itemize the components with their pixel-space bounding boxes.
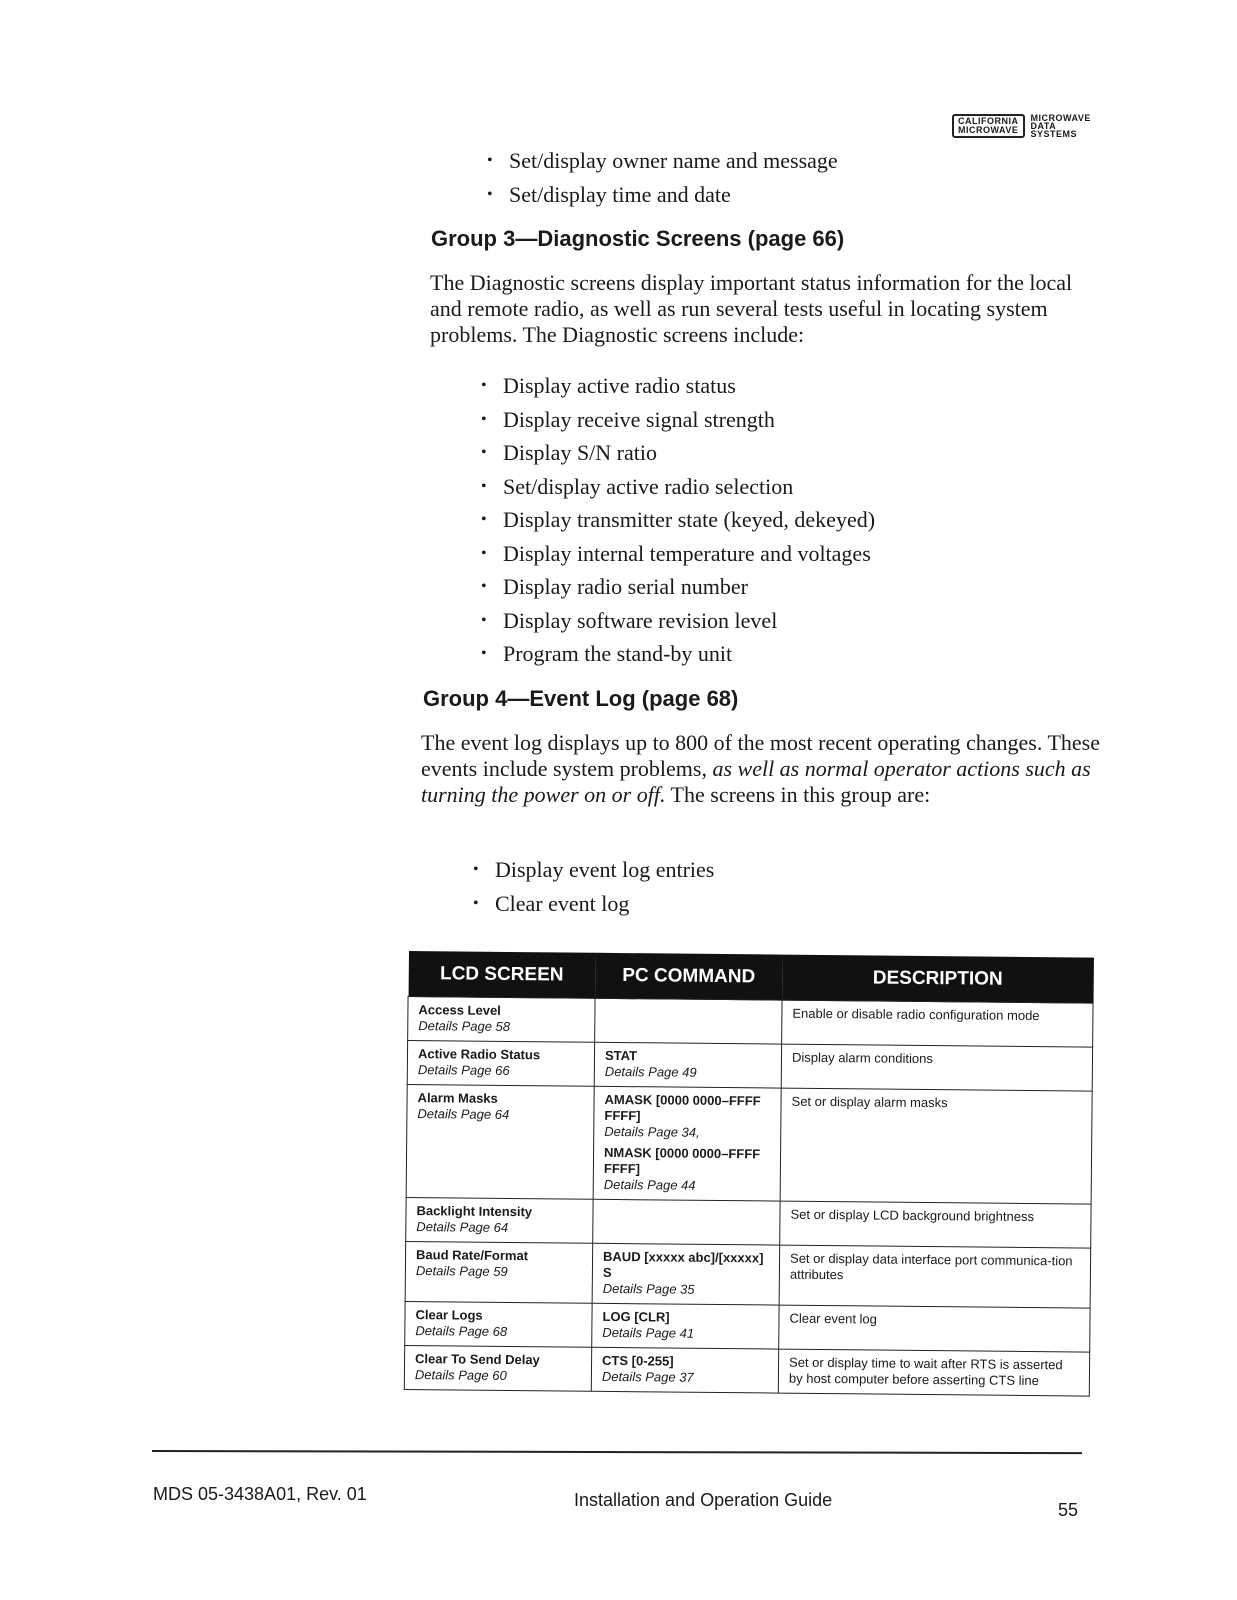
logo-text-line-2: DATA bbox=[1030, 121, 1057, 131]
list-item: • Display receive signal strength bbox=[481, 405, 875, 439]
pc-command-cell bbox=[591, 1347, 778, 1393]
pc-command-cell bbox=[593, 1199, 780, 1245]
lcd-screen-cell bbox=[408, 997, 595, 1043]
table-row bbox=[406, 1084, 1092, 1204]
description-text: Set or display alarm masks bbox=[791, 1093, 948, 1111]
table-header-row bbox=[408, 951, 1093, 1003]
footer-rule bbox=[152, 1450, 1082, 1454]
description-cell bbox=[778, 1349, 1089, 1396]
list-item: • Display S/N ratio bbox=[481, 438, 875, 472]
command-text: AMASK [0000 0000–FFFF FFFF] bbox=[604, 1091, 761, 1124]
description-text: Set or display LCD background brightness bbox=[790, 1206, 1035, 1225]
command-details: Details Page 35 bbox=[602, 1280, 695, 1297]
group4-paragraph bbox=[421, 730, 1101, 808]
list-item: • Clear event log bbox=[473, 889, 714, 923]
list-item: • Display active radio status bbox=[481, 371, 875, 405]
list-item: • Display internal temperature and voltages bbox=[481, 539, 875, 573]
logo-wordmark bbox=[1031, 114, 1091, 138]
column-header-lcd-screen: LCD SCREEN bbox=[408, 951, 595, 998]
command-text: CTS [0-255] bbox=[602, 1352, 674, 1369]
group4-paragraph-text-1: The event log displays up to 800 of the most recent operating changes. These events include system problems, bbox=[421, 730, 1100, 781]
description-cell bbox=[781, 1044, 1092, 1091]
list-item: • Program the stand-by unit bbox=[481, 639, 875, 673]
column-header-pc-command: PC COMMAND bbox=[595, 953, 782, 1000]
description-text: Enable or disable radio configuration mode bbox=[792, 1005, 1040, 1024]
command-table-grid bbox=[404, 951, 1094, 1397]
screen-details: Details Page 66 bbox=[417, 1062, 510, 1078]
column-header-description: DESCRIPTION bbox=[782, 955, 1093, 1003]
screen-name: Alarm Masks bbox=[417, 1090, 498, 1106]
logo-text-line-3: SYSTEMS bbox=[1030, 129, 1078, 139]
logo-box-line-1: CALIFORNIA bbox=[958, 116, 1019, 126]
description-cell bbox=[782, 1000, 1093, 1047]
command-table bbox=[404, 951, 1094, 1397]
top-bullet-list bbox=[487, 146, 838, 213]
screen-name: Backlight Intensity bbox=[416, 1203, 533, 1220]
logo-box-line-2: MICROWAVE bbox=[958, 125, 1019, 135]
table-row bbox=[407, 1041, 1092, 1092]
pc-command-cell bbox=[593, 1086, 781, 1201]
screen-details: Details Page 59 bbox=[415, 1263, 508, 1279]
command-text: STAT bbox=[604, 1047, 638, 1064]
lcd-screen-cell bbox=[406, 1197, 593, 1243]
command-details: Details Page 44 bbox=[603, 1176, 696, 1193]
group4-heading: Group 4—Event Log (page 68) bbox=[423, 686, 739, 711]
group3-bullet-list bbox=[481, 371, 875, 673]
screen-name: Baud Rate/Format bbox=[416, 1247, 529, 1264]
command-details: Details Page 49 bbox=[604, 1063, 697, 1080]
group4-paragraph-italic: as well as normal operator actions such as turning the power on or off. bbox=[421, 756, 1091, 807]
lcd-screen-cell bbox=[406, 1084, 594, 1199]
group3-heading: Group 3—Diagnostic Screens (page 66) bbox=[431, 226, 845, 251]
lcd-screen-cell bbox=[407, 1041, 594, 1087]
screen-name: Active Radio Status bbox=[417, 1046, 541, 1063]
command-text: NMASK [0000 0000–FFFF FFFF] bbox=[603, 1144, 761, 1177]
list-item: • Display radio serial number bbox=[481, 572, 875, 606]
lcd-screen-cell bbox=[405, 1301, 592, 1347]
pc-command-cell bbox=[592, 1243, 780, 1305]
description-cell bbox=[779, 1305, 1090, 1352]
description-cell bbox=[780, 1088, 1092, 1204]
footer-doc-id: MDS 05-3438A01, Rev. 01 bbox=[153, 1484, 367, 1504]
description-text: Clear event log bbox=[789, 1310, 878, 1327]
screen-details: Details Page 60 bbox=[414, 1367, 507, 1383]
list-item: • Display event log entries bbox=[473, 855, 714, 889]
table-row bbox=[405, 1241, 1091, 1308]
group3-paragraph: The Diagnostic screens display important status information for the local and remote radio, as well as run several tests useful in locating system problems. The Diagnostic screens include: bbox=[430, 270, 1073, 347]
description-text: Set or display data interface port communica-tion attributes bbox=[789, 1250, 1073, 1283]
footer-page-number: 55 bbox=[1058, 1500, 1079, 1520]
table-row bbox=[404, 1345, 1089, 1396]
pc-command-cell bbox=[595, 998, 782, 1044]
command-details: Details Page 37 bbox=[601, 1368, 694, 1385]
list-item: • Display transmitter state (keyed, dekeyed) bbox=[481, 505, 875, 539]
group4-paragraph-text-2: The screens in this group are: bbox=[665, 782, 931, 807]
command-text: LOG [CLR] bbox=[602, 1308, 670, 1325]
logo-text-line-1: MICROWAVE bbox=[1030, 113, 1091, 123]
screen-name: Access Level bbox=[418, 1002, 501, 1018]
logo-box bbox=[952, 114, 1025, 138]
description-text: Display alarm conditions bbox=[791, 1049, 933, 1067]
description-cell bbox=[780, 1201, 1091, 1248]
screen-name: Clear To Send Delay bbox=[415, 1351, 540, 1368]
command-details: Details Page 34, bbox=[604, 1123, 700, 1140]
company-logo bbox=[952, 114, 1091, 138]
screen-name: Clear Logs bbox=[415, 1307, 483, 1323]
screen-details: Details Page 58 bbox=[418, 1018, 511, 1034]
command-text: BAUD [xxxxx abc]/[xxxxx] S bbox=[602, 1248, 764, 1280]
screen-details: Details Page 64 bbox=[417, 1106, 510, 1122]
table-row bbox=[406, 1197, 1091, 1248]
table-row bbox=[408, 997, 1093, 1048]
description-cell bbox=[779, 1245, 1091, 1308]
lcd-screen-cell bbox=[405, 1241, 593, 1303]
screen-details: Details Page 64 bbox=[416, 1219, 509, 1235]
pc-command-cell bbox=[594, 1042, 781, 1088]
command-details: Details Page 41 bbox=[602, 1324, 695, 1341]
description-text: Set or display time to wait after RTS is asserted by host computer before asserting CTS line bbox=[788, 1354, 1063, 1389]
group4-bullet-list bbox=[473, 855, 714, 922]
footer-title: Installation and Operation Guide bbox=[574, 1490, 833, 1510]
pc-command-cell bbox=[592, 1303, 779, 1349]
table-row bbox=[405, 1301, 1090, 1352]
lcd-screen-cell bbox=[404, 1345, 591, 1391]
list-item: • Set/display time and date bbox=[487, 180, 838, 214]
list-item: • Set/display owner name and message bbox=[487, 146, 838, 180]
screen-details: Details Page 68 bbox=[415, 1323, 508, 1339]
list-item: • Display software revision level bbox=[481, 606, 875, 640]
list-item: • Set/display active radio selection bbox=[481, 472, 875, 506]
